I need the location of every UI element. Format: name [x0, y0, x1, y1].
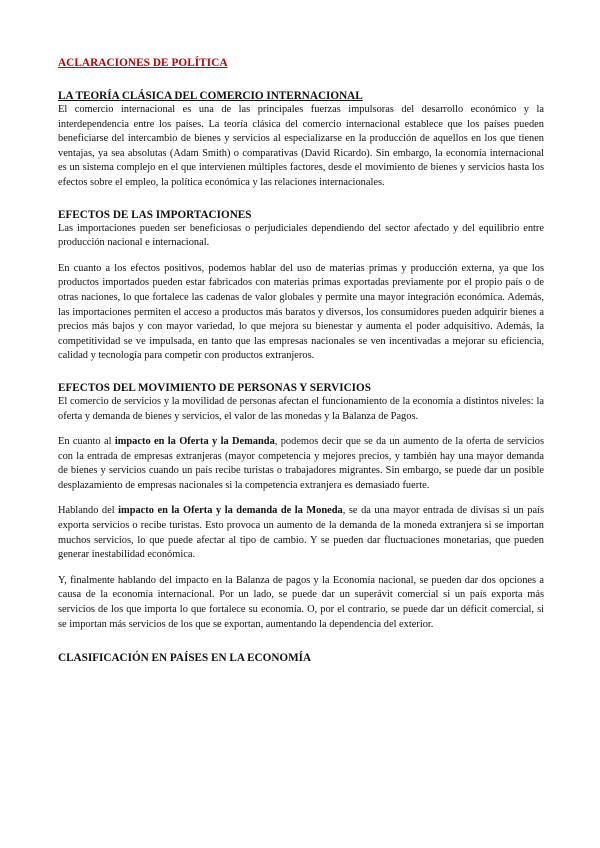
paragraph-movimiento-intro: El comercio de servicios y la movilidad de personas afectan el funcionamiento de la economía a distintos niveles: la oferta y demanda de bienes y servicios, el valor de las monedas y la Balanza de Pagos. — [58, 395, 544, 422]
paragraph-importaciones-intro: Las importaciones pueden ser beneficiosas o perjudiciales dependiendo del sector afectado y del equilibrio entre producción nacional e internacional. — [58, 222, 544, 249]
section-heading-movimiento-personas: EFECTOS DEL MOVIMIENTO DE PERSONAS Y SERVICIOS — [58, 381, 371, 394]
paragraph-balanza-pagos: Y, finalmente hablando del impacto en la Balanza de pagos y la Economía nacional, se pueden dar dos opciones a causa de la economía internacional. Por un lado, se puede dar un superávit comercial si un país exporta más servicios de los que importa lo que fortalece su economía. O, por el contrario, se puede dar un déficit comercial, si se importan más servicios de los que se exportan, aumentando la dependencia del exterior. — [58, 574, 544, 630]
paragraph-moneda: Hablando del impacto en la Oferta y la demanda de la Moneda, se da una mayor entrada de divisas si un país exporta servicios o recibe turistas. Esto provoca un aumento de la demanda de la moneda extranjera si se importan muchos servicios, lo que puede afectar al tipo de cambio. Y se pueden dar fluctuaciones monetarias, que pueden generar inestabilidad económica. — [58, 505, 544, 561]
bold-oferta-demanda: impacto en la Oferta y la Demanda — [114, 436, 275, 448]
paragraph-teoria-clasica: El comercio internacional es una de las principales fuerzas impulsoras del desarrollo económico y la interdependencia entre los países. La teoría clásica del comercio internacional establece que los países pueden beneficiarse del intercambio de bienes y servicios al especializarse en la producción de aquellos en los que tienen ventajas, ya sea absolutas (Adam Smith) o comparativas (David Ricardo). Sin embargo, la economía internacional es un sistema complejo en el que intervienen múltiples factores, desde el movimiento de bienes y servicios hasta los efectos sobre el empleo, la política económica y las relaciones internacionales. — [58, 104, 544, 188]
document-page — [58, 56, 544, 665]
paragraph-importaciones-efectos: En cuanto a los efectos positivos, podemos hablar del uso de materias primas y producción externa, ya que los productos importados pueden estar fabricados con materias primas exportadas previamente por el propio país o de otras naciones, lo que fortalece las cadenas de valor globales y permite una mayor integración económica. Además, las importaciones permiten el acceso a productos más baratos y diversos, los consumidores pueden adquirir bienes a precios más bajos y con mayor variedad, lo que mejora su bienestar y aumenta el poder adquisitivo. Además, la competitividad se ve impulsada, en tanto que las empresas nacionales se ven incentivadas a mejorar su eficiencia, calidad y tecnología para competir con productos extranjeros. — [58, 262, 544, 362]
section-heading-importaciones: EFECTOS DE LAS IMPORTACIONES — [58, 208, 252, 221]
paragraph-oferta-demanda: En cuanto al impacto en la Oferta y la Demanda, podemos decir que se da un aumento de la oferta de servicios con la entrada de empresas extranjeras (mayor competencia y mejores precios, y también hay una mayor demanda de bienes y servicios cuando un país recibe turistas o trabajadores migrantes. Sin embargo, se puede dar un posible desplazamiento de empresas nacionales si la competencia extranjera es demasiado fuerte. — [58, 436, 545, 491]
document-title: ACLARACIONES DE POLÍTICA — [58, 57, 228, 69]
section-heading-clasificacion: CLASIFICACIÓN EN PAÍSES EN LA ECONOMÍA — [58, 652, 312, 665]
bold-moneda: impacto en la Oferta y la demanda de la Moneda — [118, 505, 343, 517]
section-heading-teoria-clasica: LA TEORÍA CLÁSICA DEL COMERCIO INTERNACIONAL — [58, 90, 363, 102]
